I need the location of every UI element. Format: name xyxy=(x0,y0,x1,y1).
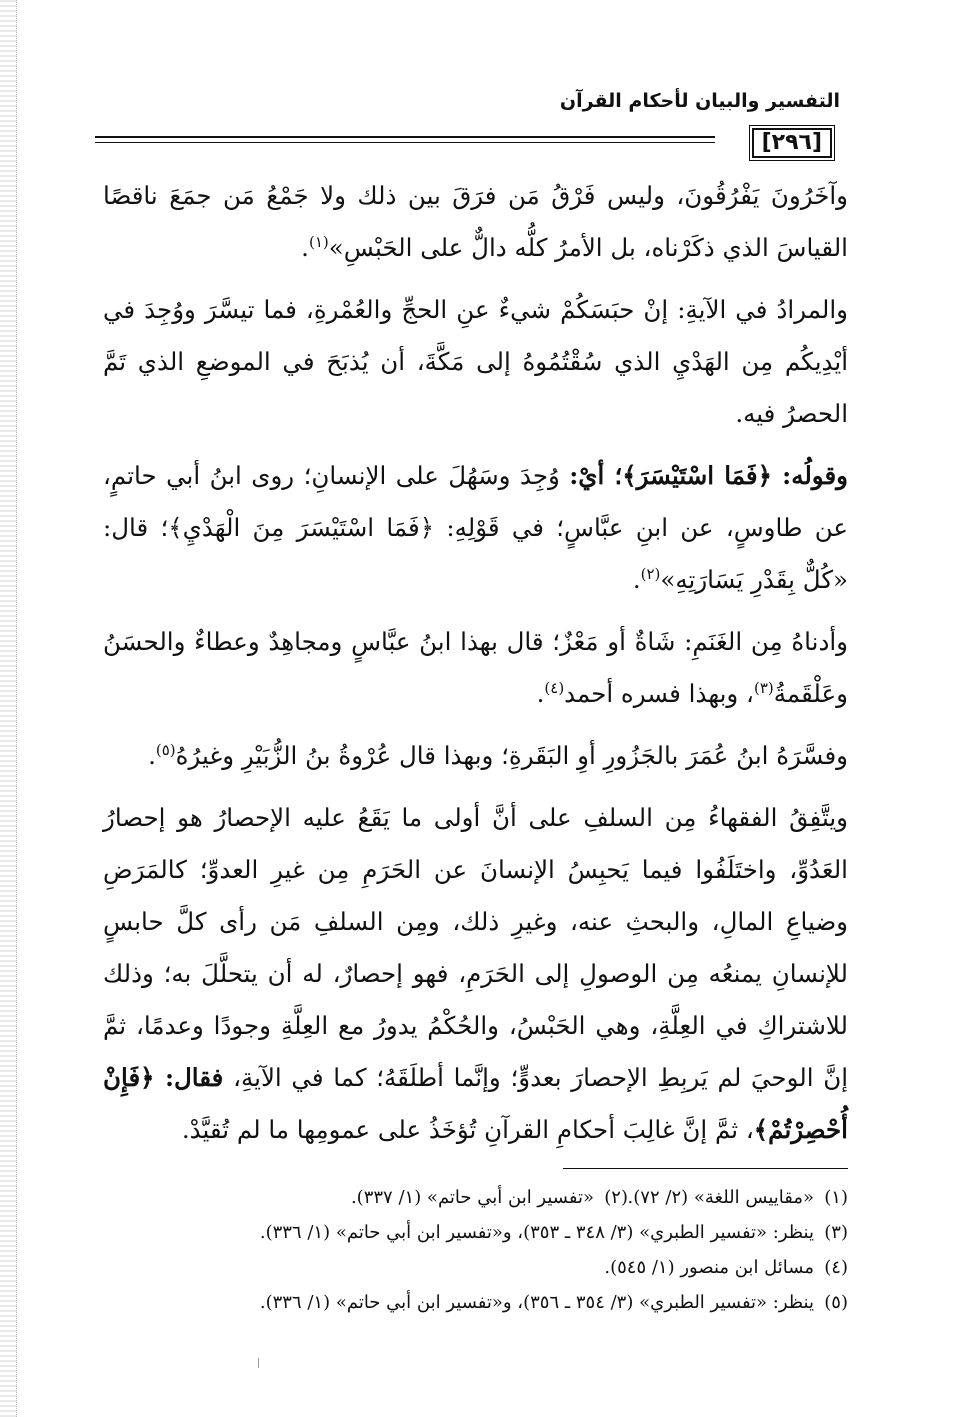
footnote-ref: (٥) xyxy=(155,740,176,759)
footnote-pair xyxy=(103,1180,848,1215)
footnote-ref: (١) xyxy=(308,232,329,251)
header-rule-thin xyxy=(95,142,715,143)
body-text xyxy=(103,170,848,1166)
paragraph-3 xyxy=(103,450,848,606)
paragraph-5 xyxy=(103,730,848,782)
paragraph-text: ، وبهذا فسره أحمد xyxy=(564,679,754,708)
footnote-text: ينظر: «تفسير الطبري» (٣/ ٣٥٤ ـ ٣٥٦)، و«تفسير ابن أبي حاتم» (١/ ٣٣٦). xyxy=(259,1292,814,1313)
footnote-number: (١) xyxy=(824,1187,848,1208)
paragraph-tail: . xyxy=(301,233,309,262)
paragraph-tail: . xyxy=(632,565,641,594)
paragraph-6 xyxy=(103,792,848,1156)
footnote-number: (٤) xyxy=(824,1257,848,1278)
running-title: التفسير والبيان لأحكام القرآن xyxy=(559,90,840,112)
paragraph-4 xyxy=(103,616,848,720)
page-header xyxy=(95,86,840,156)
footnote-text: ينظر: «تفسير الطبري» (٣/ ٣٤٨ ـ ٣٥٣)، و«تفسير ابن أبي حاتم» (١/ ٣٣٦). xyxy=(259,1222,814,1243)
paragraph-text: ، ثمَّ إنَّ غالِبَ أحكامِ القرآنِ تُؤخَذُ على عمومِها ما لم تُقيَّدْ. xyxy=(181,1115,754,1144)
paragraph-lead: فقال: ﴿فَإِنْ أُحْصِرْتُمْ﴾ xyxy=(103,1063,848,1144)
footnote-5 xyxy=(103,1285,848,1320)
footnote-text: «تفسير ابن أبي حاتم» (١/ ٣٣٧). xyxy=(350,1187,594,1208)
footnote-2 xyxy=(258,1180,628,1215)
paragraph-2 xyxy=(103,284,848,440)
footnote-ref: (٢) xyxy=(640,564,661,583)
footnote-separator xyxy=(563,1168,848,1169)
paragraph-text: وأدناهُ مِن الغَنَمِ: شَاةٌ أو مَعْزٌ؛ قال بهذا ابنُ عبَّاسٍ ومجاهِدٌ وعطاءٌ والحسَنُ وعَلْقَمةُ xyxy=(103,627,848,708)
footnote-ref: (٤) xyxy=(544,678,565,697)
paragraph-tail: . xyxy=(536,679,545,708)
footnote-3 xyxy=(103,1215,848,1250)
paragraph-text: وُجِدَ وسَهُلَ على الإنسانِ؛ روى ابنُ أبي حاتمٍ، عن طاوسٍ، عن ابنِ عبَّاسٍ؛ في قَوْلِهِ: ﴿فَمَا اسْتَيْسَرَ مِنَ الْهَدْيِ﴾؛ قال: «كُلٌّ بِقَدْرِ يَسَارَتِهِ» xyxy=(103,461,848,594)
scan-mark xyxy=(258,1358,259,1368)
paragraph-tail: . xyxy=(148,741,156,770)
paragraph-text: وفسَّرَهُ ابنُ عُمَرَ بالجَزُورِ أوِ البَقَرةِ؛ وبهذا قال عُرْوةُ بنُ الزُّبَيْرِ وغيرُهُ xyxy=(175,741,848,770)
paragraph-text: ويتَّفِقُ الفقهاءُ مِن السلفِ على أنَّ أولى ما يَقَعُ عليه الإحصارُ هو إحصارُ العَدُوِّ، واختَلَفُوا فيما يَحبِسُ الإنسانَ عن الحَرَمِ مِن غيرِ العدوِّ؛ كالمَرَضِ وضياعِ المالِ، والبحثِ عنه، وغيرِ ذلك، ومِن السلفِ مَن رأى كلَّ حابسٍ للإنسانِ يمنعُه مِن الوصولِ إلى الحَرَمِ، فهو إحصارٌ، له أن يتحلَّلَ به؛ وذلك للاشتراكِ في العِلَّةِ، وهي الحَبْسُ، والحُكْمُ يدورُ مع العِلَّةِ وجودًا وعدمًا، ثمَّ إنَّ الوحيَ لم يَربِطِ الإحصارَ بعدوٍّ؛ وإنَّما أطلَقَهُ؛ كما في الآيةِ، xyxy=(103,803,848,1092)
paragraph-lead: وقولُه: ﴿فَمَا اسْتَيْسَرَ﴾؛ أيْ: xyxy=(569,461,849,490)
footnotes xyxy=(103,1180,848,1320)
footnote-number: (٣) xyxy=(824,1222,848,1243)
footnote-text: مسائل ابن منصور (١/ ٥٤٥). xyxy=(604,1257,814,1278)
footnote-ref: (٣) xyxy=(753,678,774,697)
paragraph-text: والمرادُ في الآيةِ: إنْ حبَسَكُمْ شيءٌ عنِ الحجِّ والعُمْرةِ، فما تيسَّرَ ووُجِدَ في أيْدِيكُم مِن الهَدْيِ الذي سُقْتُمُوهُ إلى مَكَّةَ، أن يُذبَحَ في الموضعِ الذي تَمَّ الحصرُ فيه. xyxy=(103,295,848,428)
footnote-number: (٥) xyxy=(824,1292,848,1313)
footnote-number: (٢) xyxy=(604,1187,628,1208)
footnote-1 xyxy=(628,1180,848,1215)
footnote-4 xyxy=(103,1250,848,1285)
header-rule xyxy=(95,136,715,138)
paragraph-1 xyxy=(103,170,848,274)
footnote-text: «مقاييس اللغة» (٢/ ٧٢). xyxy=(627,1187,814,1208)
scan-edge xyxy=(0,0,17,1417)
page-number: [٢٩٦] xyxy=(752,128,832,158)
paragraph-text: وآخَرُونَ يَفْرُقُونَ، وليس فَرْقُ مَن فرَقَ بين ذلك ولا جَمْعُ مَن جمَعَ ناقصًا القياسَ الذي ذكَرْناه، بل الأمرُ كلُّه دالٌّ على الحَبْسِ» xyxy=(103,181,848,262)
